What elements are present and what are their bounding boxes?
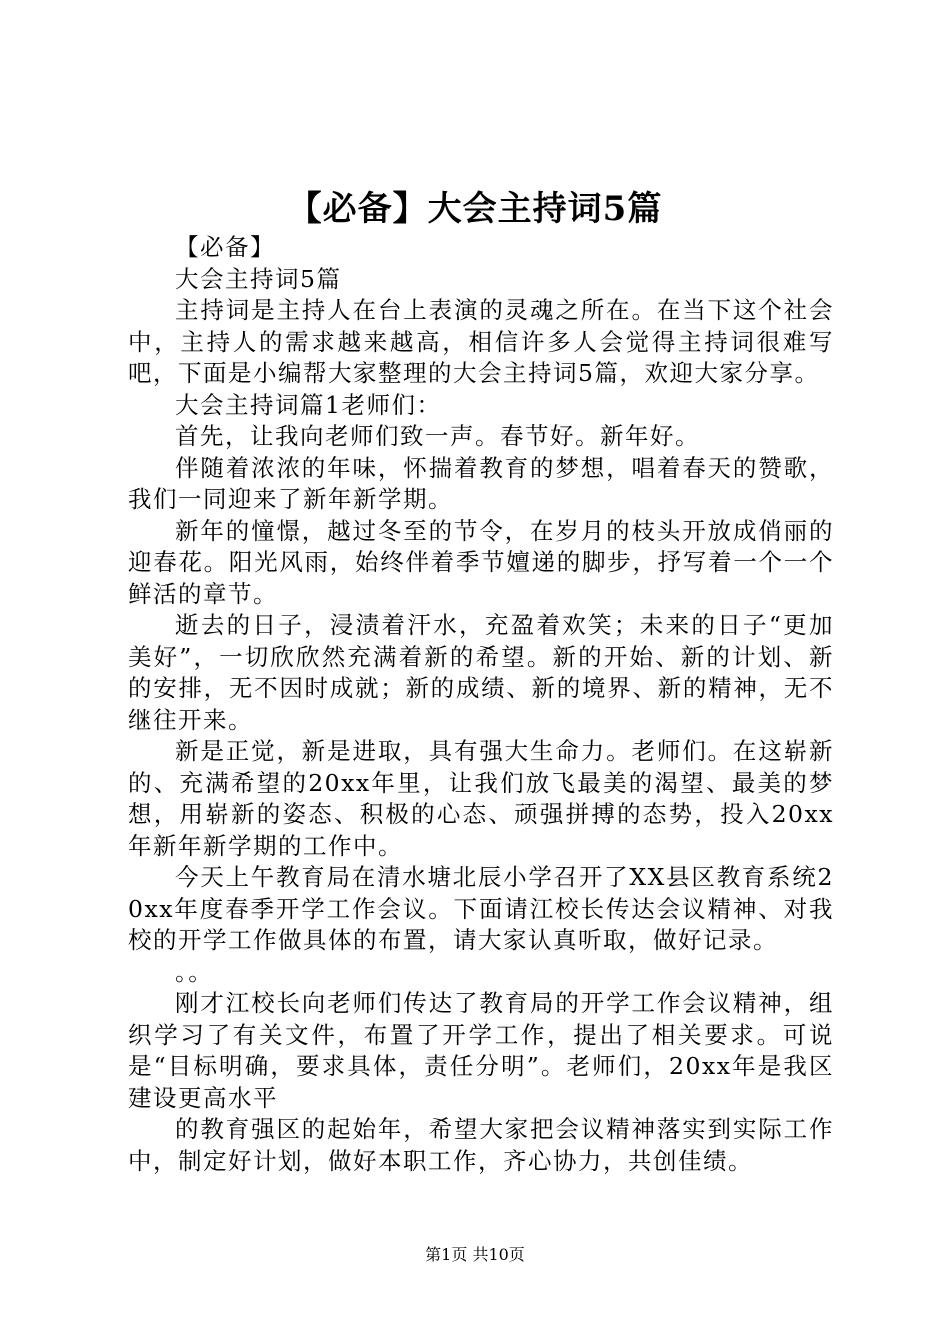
page-number: 第1页 共10页 [425, 1245, 525, 1264]
paragraph: 的教育强区的起始年，希望大家把会议精神落实到实际工作中，制定好计划，做好本职工作，齐心协力，共创佳绩。 [128, 1115, 834, 1175]
paragraph: 逝去的日子，浸渍着汗水，充盈着欢笑；未来的日子“更加美好”，一切欣欣然充满着新的希望。新的开始、新的计划、新的安排，无不因时成就；新的成绩、新的境界、新的精神，无不继往开来。 [128, 611, 834, 734]
paragraph: 伴随着浓浓的年味，怀揣着教育的梦想，唱着春天的赞歌，我们一同迎来了新年新学期。 [128, 453, 834, 513]
paragraph: 今天上午教育局在清水塘北辰小学召开了XX县区教育系统20xx年度春季开学工作会议。下面请江校长传达会议精神、对我校的开学工作做具体的布置，请大家认真听取，做好记录。 [128, 863, 834, 954]
document-title: 【必备】大会主持词5篇 [287, 189, 663, 229]
paragraph: 新年的憧憬，越过冬至的节令，在岁月的枝头开放成俏丽的迎春花。阳光风雨，始终伴着季节嬗递的脚步，抒写着一个一个鲜活的章节。 [128, 516, 834, 608]
paragraph: 首先，让我向老师们致一声。春节好。新年好。 [175, 422, 700, 450]
paragraph: 主持词是主持人在台上表演的灵魂之所在。在当下这个社会中，主持人的需求越来越高，相信许多人会觉得主持词很难写吧，下面是小编帮大家整理的大会主持词5篇，欢迎大家分享。 [128, 296, 834, 387]
paragraph: 刚才江校长向老师们传达了教育局的开学工作会议精神，组织学习了有关文件，布置了开学工作，提出了相关要求。可说是“目标明确，要求具体，责任分明”。老师们，20xx年是我区建设更高水平 [128, 989, 834, 1112]
paragraph: 【必备】 [175, 233, 275, 261]
paragraph: 大会主持词5篇 [175, 264, 342, 293]
document-body [128, 232, 834, 1177]
paragraph: 大会主持词篇1老师们： [175, 390, 442, 419]
paragraph: 。。 [175, 957, 214, 986]
paragraph: 新是正觉，新是进取，具有强大生命力。老师们。在这崭新的、充满希望的20xx年里，让我们放飞最美的渴望、最美的梦想，用崭新的姿态、积极的心态、顽强拼搏的态势，投入20xx年新年新学期的工作中。 [128, 737, 834, 860]
